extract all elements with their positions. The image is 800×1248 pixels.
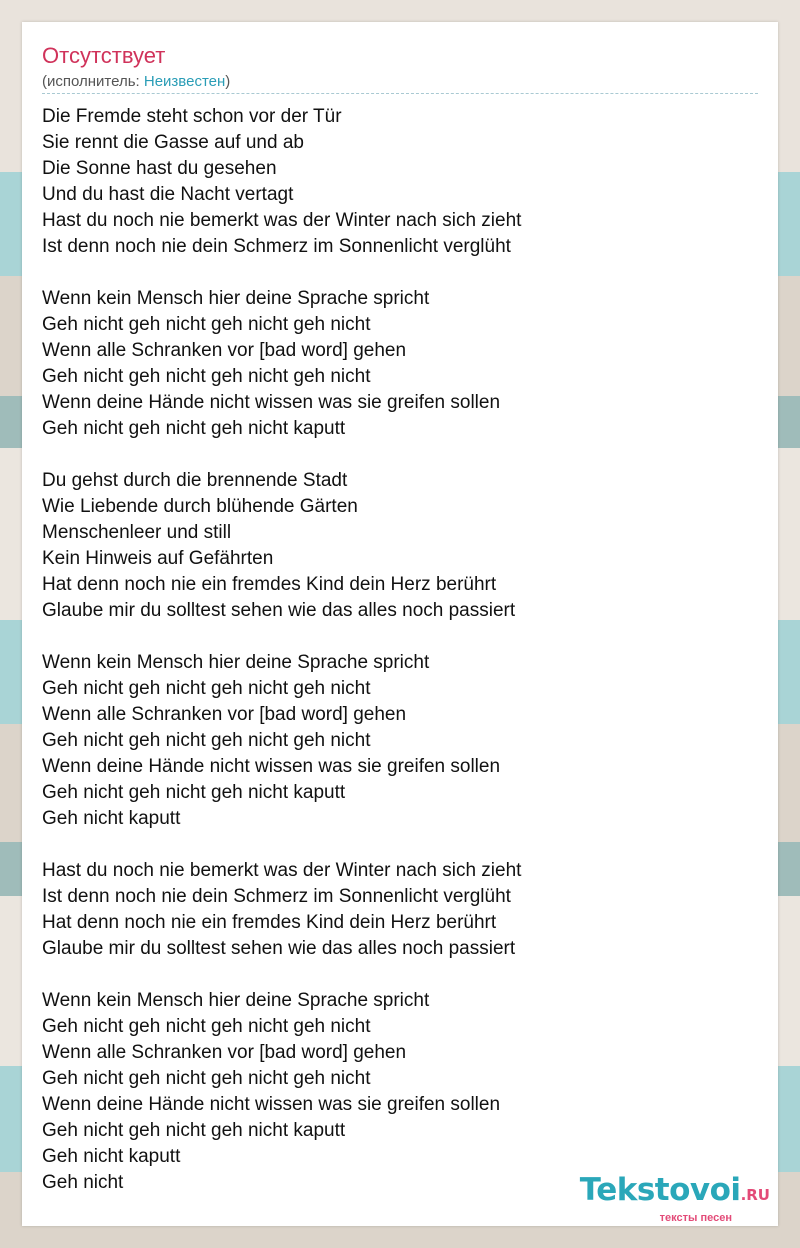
lyrics-line: Wenn deine Hände nicht wissen was sie greifen sollen — [42, 392, 501, 413]
lyrics-line: Wenn kein Mensch hier deine Sprache spricht — [42, 990, 430, 1011]
logo-domain: .RU — [740, 1186, 770, 1204]
lyrics-line: Geh nicht geh nicht geh nicht geh nicht — [42, 366, 371, 387]
lyrics-line: Geh nicht geh nicht geh nicht kaputt — [42, 1120, 346, 1141]
artist-suffix: ) — [225, 73, 231, 90]
title-divider — [42, 93, 758, 94]
lyrics-line: Wenn kein Mensch hier deine Sprache spricht — [42, 652, 430, 673]
lyrics-line: Hast du noch nie bemerkt was der Winter nach sich zieht — [42, 210, 522, 231]
lyrics-line: Die Sonne hast du gesehen — [42, 158, 277, 179]
lyrics-line: Geh nicht geh nicht geh nicht geh nicht — [42, 1068, 371, 1089]
lyrics-line: Geh nicht geh nicht geh nicht kaputt — [42, 782, 346, 803]
logo-tagline: тексты песен — [659, 1212, 732, 1224]
lyrics-line: Wenn deine Hände nicht wissen was sie greifen sollen — [42, 1094, 501, 1115]
lyrics-line: Hat denn noch nie ein fremdes Kind dein Herz berührt — [42, 574, 497, 595]
lyrics-line: Geh nicht geh nicht geh nicht geh nicht — [42, 730, 371, 751]
lyrics-stanza — [42, 988, 758, 1196]
lyrics-stanza — [42, 650, 758, 832]
lyrics-line: Geh nicht geh nicht geh nicht kaputt — [42, 418, 346, 439]
lyrics-line: Geh nicht kaputt — [42, 808, 181, 829]
artist-link[interactable]: Неизвестен — [143, 73, 226, 90]
lyrics-stanza — [42, 104, 758, 260]
lyrics-line: Wenn alle Schranken vor [bad word] gehen — [42, 1042, 407, 1063]
lyrics-line: Hast du noch nie bemerkt was der Winter nach sich zieht — [42, 860, 522, 881]
lyrics-line: Menschenleer und still — [42, 522, 232, 543]
lyrics-line: Wenn deine Hände nicht wissen was sie greifen sollen — [42, 756, 501, 777]
lyrics-line: Geh nicht kaputt — [42, 1146, 181, 1167]
lyrics-line: Geh nicht geh nicht geh nicht geh nicht — [42, 314, 371, 335]
lyrics-line: Wenn alle Schranken vor [bad word] gehen — [42, 704, 407, 725]
lyrics-line: Geh nicht geh nicht geh nicht geh nicht — [42, 678, 371, 699]
logo-name: Tekstovoi — [579, 1172, 741, 1208]
lyrics-line: Geh nicht — [42, 1172, 124, 1193]
lyrics-card — [22, 22, 778, 1226]
lyrics-line: Die Fremde steht schon vor der Tür — [42, 106, 342, 127]
lyrics-line: Ist denn noch nie dein Schmerz im Sonnenlicht verglüht — [42, 236, 511, 257]
artist-line — [42, 72, 230, 92]
artist-prefix: (исполнитель: — [42, 73, 144, 90]
lyrics-stanza — [42, 858, 758, 962]
lyrics-line: Glaube mir du solltest sehen wie das alles noch passiert — [42, 600, 516, 621]
song-title: Отсутствует — [42, 43, 166, 68]
lyrics-line: Glaube mir du solltest sehen wie das alles noch passiert — [42, 938, 516, 959]
lyrics-line: Ist denn noch nie dein Schmerz im Sonnenlicht verglüht — [42, 886, 511, 907]
lyrics-line: Hat denn noch nie ein fremdes Kind dein Herz berührt — [42, 912, 497, 933]
logo-wordmark — [580, 1173, 770, 1212]
lyrics-line: Geh nicht geh nicht geh nicht geh nicht — [42, 1016, 371, 1037]
lyrics-stanza — [42, 468, 758, 624]
lyrics-line: Wenn alle Schranken vor [bad word] gehen — [42, 340, 407, 361]
lyrics-line: Kein Hinweis auf Gefährten — [42, 548, 274, 569]
site-logo[interactable] — [580, 1173, 770, 1224]
lyrics-line: Wie Liebende durch blühende Gärten — [42, 496, 358, 517]
lyrics-line: Sie rennt die Gasse auf und ab — [42, 132, 304, 153]
lyrics-body — [42, 104, 758, 1222]
lyrics-line: Wenn kein Mensch hier deine Sprache spricht — [42, 288, 430, 309]
lyrics-stanza — [42, 286, 758, 442]
lyrics-line: Und du hast die Nacht vertagt — [42, 184, 294, 205]
lyrics-line: Du gehst durch die brennende Stadt — [42, 470, 348, 491]
